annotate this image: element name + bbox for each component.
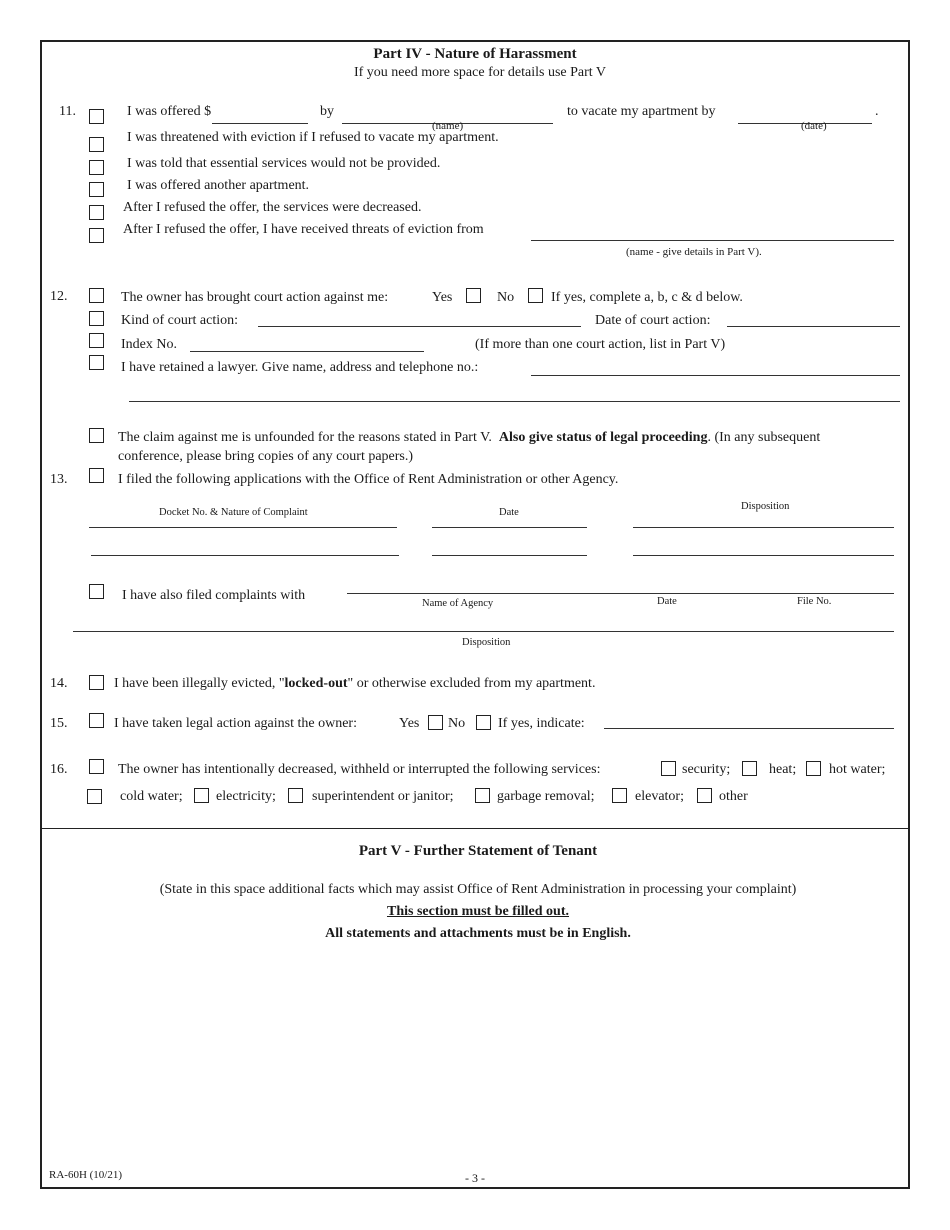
q12-yes-label: Yes: [432, 290, 453, 305]
q16-heat-label: heat;: [769, 762, 797, 777]
q11-decreased-checkbox[interactable]: [89, 205, 104, 220]
q15-checkbox[interactable]: [89, 713, 104, 728]
q16-other-checkbox[interactable]: [697, 788, 712, 803]
q15-number: 15.: [50, 716, 68, 731]
q12-if-yes-label: If yes, complete a, b, c & d below.: [551, 290, 743, 305]
q15-no-label: No: [448, 716, 466, 731]
q11-date-caption: (date): [801, 120, 827, 132]
q11-threatened-label: I was threatened with eviction if I refused to vacate my apartment.: [127, 130, 499, 145]
q15-yes-checkbox[interactable]: [428, 715, 443, 730]
q12-more-than-one-note: (If more than one court action, list in Part V): [475, 337, 726, 352]
q11-threats-name-field[interactable]: [531, 240, 894, 241]
q13-label: I filed the following applications with the Office of Rent Administration or other Agency.: [118, 472, 619, 487]
q11-vacate-label: to vacate my apartment by: [567, 104, 716, 119]
q15-indicate-field[interactable]: [604, 728, 894, 729]
q13-docket-field-1[interactable]: [89, 527, 397, 528]
q12-court-action-label: The owner has brought court action against me:: [121, 290, 389, 305]
q13-agency-field[interactable]: [347, 593, 894, 594]
q16-electricity-checkbox[interactable]: [194, 788, 209, 803]
q16-garbage-label: garbage removal;: [497, 789, 595, 804]
q12-yes-checkbox[interactable]: [466, 288, 481, 303]
section-divider: [40, 828, 910, 829]
q12-unfounded-label: [118, 431, 820, 445]
q16-label: The owner has intentionally decreased, withheld or interrupted the following services:: [118, 762, 601, 777]
part4-subtitle: If you need more space for details use Part V: [353, 65, 607, 80]
q16-checkbox[interactable]: [89, 759, 104, 774]
part5-english-note: All statements and attachments must be in English.: [325, 926, 631, 941]
q12-date-field[interactable]: [727, 326, 900, 327]
q13-name-of-agency-caption: Name of Agency: [422, 598, 494, 609]
q11-by-label: by: [320, 104, 334, 119]
q13-docket-field-2[interactable]: [91, 555, 399, 556]
q12-unfounded-text: The claim against me is unfounded for the reasons stated in Part V.: [118, 430, 492, 445]
q11-threatened-checkbox[interactable]: [89, 137, 104, 152]
q15-yes-label: Yes: [399, 716, 420, 731]
q13-date-caption: Date: [657, 596, 677, 607]
q13-checkbox[interactable]: [89, 468, 104, 483]
q12-c-checkbox[interactable]: [89, 333, 104, 348]
form-code: RA-60H (10/21): [49, 1169, 123, 1181]
q12-a-checkbox[interactable]: [89, 288, 104, 303]
q16-hot-water-label: hot water;: [829, 762, 886, 777]
part5-title: Part V - Further Statement of Tenant: [358, 843, 598, 859]
q15-label: I have taken legal action against the owner:: [114, 716, 357, 731]
q16-electricity-label: electricity;: [216, 789, 276, 804]
q12-unfounded-tail: . (In any subsequent: [707, 430, 821, 445]
q15-no-checkbox[interactable]: [476, 715, 491, 730]
q12-d-checkbox[interactable]: [89, 355, 104, 370]
q11-offered-checkbox[interactable]: [89, 109, 104, 124]
q12-b-checkbox[interactable]: [89, 311, 104, 326]
q13-also-filed-checkbox[interactable]: [89, 584, 104, 599]
q14-number: 14.: [50, 676, 68, 691]
q13-also-filed-label: I have also filed complaints with: [122, 588, 306, 603]
q16-superintendent-label: superintendent or janitor;: [312, 789, 454, 804]
q12-unfounded-bold: Also give status of legal proceeding: [498, 430, 708, 445]
q11-amount-field[interactable]: [212, 123, 308, 124]
q11-another-apt-checkbox[interactable]: [89, 182, 104, 197]
q11-name-caption: (name): [432, 120, 464, 132]
q12-number: 12.: [50, 289, 68, 304]
q11-period: .: [875, 104, 879, 119]
q12-index-label: Index No.: [121, 337, 177, 352]
q11-services-label: I was told that essential services would not be provided.: [127, 156, 441, 171]
part5-instruction: (State in this space additional facts which may assist Office of Rent Administration in processing your complaint): [159, 882, 797, 897]
q13-date-field-2[interactable]: [432, 555, 587, 556]
q13-col-disposition: Disposition: [741, 501, 790, 512]
part5-statement-area[interactable]: [60, 950, 890, 1160]
q11-services-checkbox[interactable]: [89, 160, 104, 175]
q12-kind-field[interactable]: [258, 326, 581, 327]
part5-must-fill: This section must be filled out.: [386, 904, 569, 919]
q12-lawyer-label: I have retained a lawyer. Give name, address and telephone no.:: [121, 360, 479, 375]
q16-hot-water-checkbox[interactable]: [806, 761, 821, 776]
q16-heat-checkbox[interactable]: [742, 761, 757, 776]
q13-disposition-field-2[interactable]: [633, 555, 894, 556]
q11-threats-label: After I refused the offer, I have received threats of eviction from: [123, 222, 484, 237]
q16-garbage-checkbox[interactable]: [475, 788, 490, 803]
q13-number: 13.: [50, 472, 68, 487]
q16-elevator-checkbox[interactable]: [612, 788, 627, 803]
q16-security-checkbox[interactable]: [661, 761, 676, 776]
q15-if-yes-label: If yes, indicate:: [498, 716, 585, 731]
q12-no-label: No: [497, 290, 515, 305]
q16-superintendent-checkbox[interactable]: [288, 788, 303, 803]
q16-elevator-label: elevator;: [635, 789, 684, 804]
part4-title: Part IV - Nature of Harassment: [373, 46, 577, 62]
q14-text-pre: I have been illegally evicted, ": [114, 676, 285, 691]
q11-another-apt-label: I was offered another apartment.: [127, 178, 310, 193]
q16-other-label: other: [719, 789, 748, 804]
q12-unfounded-checkbox[interactable]: [89, 428, 104, 443]
q16-number: 16.: [50, 762, 68, 777]
q12-lawyer-field-line2[interactable]: [129, 401, 900, 402]
q11-number: 11.: [59, 104, 76, 119]
q16-cold-water-label: cold water;: [120, 789, 183, 804]
q13-file-no-caption: File No.: [797, 596, 832, 607]
q11-decreased-label: After I refused the offer, the services were decreased.: [123, 200, 422, 215]
q12-date-label: Date of court action:: [595, 313, 711, 328]
q13-date-field-1[interactable]: [432, 527, 587, 528]
q14-label: [114, 677, 595, 691]
q11-threats-checkbox[interactable]: [89, 228, 104, 243]
q12-unfounded-line2: conference, please bring copies of any court papers.): [118, 449, 414, 464]
q13-disposition-field-1[interactable]: [633, 527, 894, 528]
page-number: - 3 -: [465, 1171, 485, 1185]
q14-text-bold: locked-out: [284, 676, 348, 691]
q14-text-post: " or otherwise excluded from my apartment.: [347, 676, 596, 691]
q13-disposition-field[interactable]: [73, 631, 894, 632]
q11-offered-label: I was offered $: [127, 104, 212, 119]
q16-security-label: security;: [682, 762, 731, 777]
q13-disposition-caption: Disposition: [462, 637, 511, 648]
q12-no-checkbox[interactable]: [528, 288, 543, 303]
q16-cold-water-checkbox[interactable]: [87, 789, 102, 804]
q13-col-docket: Docket No. & Nature of Complaint: [159, 507, 308, 518]
q12-kind-label: Kind of court action:: [121, 313, 239, 328]
q12-index-field[interactable]: [190, 351, 424, 352]
q12-lawyer-field[interactable]: [531, 375, 900, 376]
q14-checkbox[interactable]: [89, 675, 104, 690]
q11-threats-caption: (name - give details in Part V).: [626, 246, 762, 258]
q13-col-date: Date: [499, 507, 519, 518]
